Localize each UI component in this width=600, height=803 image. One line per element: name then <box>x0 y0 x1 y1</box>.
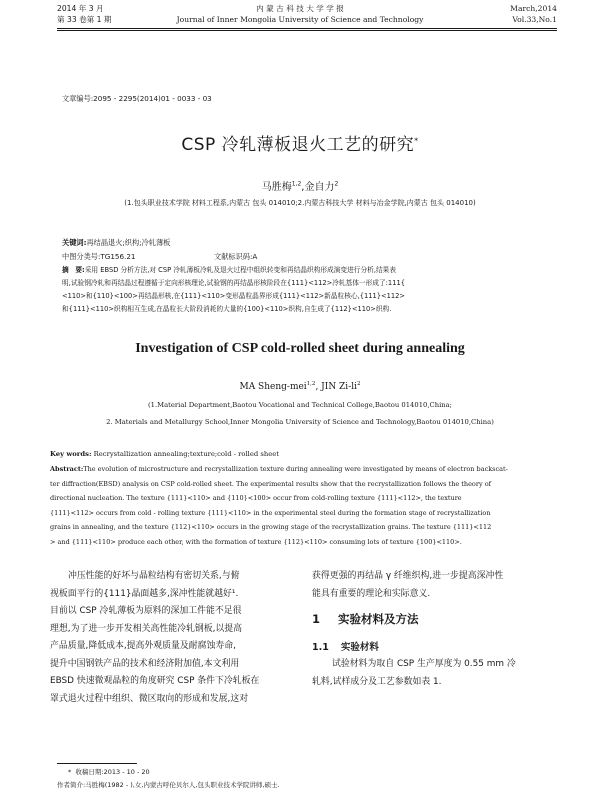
abstract-zh-line: 摘 要:采用 EBSD 分析方法,对 CSP 冷轧薄板冷轧及退火过程中组织转变和再结晶织构形成演变进行分析,结果表 <box>62 266 397 274</box>
header-rule-top <box>57 28 557 29</box>
body-line: 目前以 CSP 冷轧薄板为原料的深加工件能不足很 <box>50 606 242 616</box>
body-line: 获得更强的再结晶 γ 纤维织构,进一步提高深冲性 <box>312 571 504 581</box>
section-heading <box>312 611 419 627</box>
keywords-zh-label: 关键词: <box>62 238 87 247</box>
author-zh-1: 马胜梅 <box>261 182 292 193</box>
footnote-rule <box>57 763 137 764</box>
body-line: EBSD 快速微观晶粒的角度研究 CSP 条件下冷轧板在 <box>50 676 260 686</box>
author-en-2: , JIN Zi-li <box>315 382 357 392</box>
header-journal-en: Journal of Inner Mongolia University of Science and Technology <box>176 15 424 24</box>
abstract-en <box>50 462 554 549</box>
abstract-en-label: Abstract: <box>50 465 84 473</box>
author-en-2-affil: 2 <box>357 381 361 387</box>
author-en-1: MA Sheng-mei <box>239 382 307 392</box>
body-line: 提升中国钢铁产品的技术和经济附加值,本文利用 <box>50 658 240 669</box>
abstract-en-line: grains in annealing, and the texture {112}<110> occurs in the growing stage of the recrystallization grains. The texture {111}<112 <box>50 523 492 531</box>
affiliation-zh: (1.包头职业技术学院 材料工程系,内蒙古 包头 014010;2.内蒙古科技大学 材料与冶金学院,内蒙古 包头 014010) <box>124 199 476 207</box>
body-line: 视板面平行的{111}晶面越多,深冲性能就越好¹. <box>50 588 239 599</box>
body-right-column <box>312 568 557 603</box>
keywords-zh-text: 再结晶退火;织构;冷轧薄板 <box>86 238 171 247</box>
footnote-author: 作者简介:马胜梅(1982 - ),女,内蒙古呼伦贝尔人,包头职业技术学院讲师,硕士. <box>57 781 280 789</box>
body-line: 理想,为了进一步开发相关高性能冷轧钢板,以提高 <box>50 623 243 634</box>
footnote-received-text: 收稿日期:2013 - 10 - 20 <box>75 768 150 776</box>
subsection-heading <box>312 639 379 653</box>
header-date-en: March,2014 <box>510 4 557 13</box>
author-en-1-affil: 1,2 <box>306 381 316 387</box>
section-title: 实验材料及方法 <box>338 612 419 626</box>
section-number: 1 <box>312 612 321 626</box>
title-zh <box>0 130 600 155</box>
footnote-bullet: * <box>68 768 72 776</box>
subsection-number: 1.1 <box>312 642 329 653</box>
authors-zh <box>0 178 600 193</box>
affiliation-en-1: (1.Material Department,Baotou Vocational and Technical College,Baotou 014010,China; <box>148 401 452 409</box>
abstract-en-line: Abstract:The evolution of microstructure and recrystallization texture during annealing were investigated by means of electron backscat- <box>50 465 508 473</box>
classification-code: 中图分类号:TG156.21 <box>62 252 136 261</box>
article-number: 文章编号:2095 - 2295(2014)01 - 0033 - 03 <box>62 94 212 103</box>
abstract-zh-line: 明,试验钢冷轧和再结晶过程遵循于定向形核理论,试验钢的再结晶形核阶段在{111}<112>冷轧基体一形成了:111{ <box>62 279 405 287</box>
keywords-zh <box>62 238 170 248</box>
footnote-received <box>68 767 150 776</box>
subsection-title: 实验材料 <box>340 642 379 653</box>
abstract-zh-line: 和{111}<110>织构相互生成,在晶粒长大阶段消耗的大量的{100}<110>织构,自生成了{112}<110>织构. <box>62 305 392 313</box>
header-volume-en: Vol.33,No.1 <box>512 15 557 24</box>
body-line: 罩式退火过程中组织、微区取向的形成和发展,这对 <box>50 693 249 704</box>
body-line: 冲压性能的好坏与晶粒结构有密切关系,与俯 <box>68 571 240 581</box>
keywords-en <box>50 449 279 459</box>
header-journal-cn: 内 蒙 古 科 技 大 学 学 报 <box>256 4 344 13</box>
abstract-en-line: directional nucleation. The texture {111}<110> and {110}<100> occur from cold-rolling texture {111}<112>, the texture <box>50 494 462 502</box>
header-date-cn: 2014 年 3 月 <box>57 4 104 13</box>
title-zh-text: CSP 冷轧薄板退火工艺的研究 <box>181 135 415 155</box>
affiliation-en-2: 2. Materials and Metallurgy School,Inner Mongolia University of Science and Technology,Baotou 014010,China) <box>106 418 494 426</box>
body-line: 能具有重要的理论和实际意义. <box>312 588 431 599</box>
abstract-zh <box>62 264 540 316</box>
author-zh-sep: , <box>301 182 305 193</box>
title-zh-footnote-mark: * <box>414 136 419 146</box>
header-rule-bottom <box>57 30 557 31</box>
abstract-zh-label: 摘 要: <box>62 266 85 274</box>
abstract-en-line: > and {111}<110> produce each other, with the formation of texture {112}<110> consuming lots of texture {100}<110>. <box>50 537 462 546</box>
abstract-en-line: {111}<112> occurs from cold - rolling texture {111}<110> in the experimental steel during the formation stage of recrystallization <box>50 508 491 517</box>
authors-en <box>0 381 600 392</box>
subsection-body <box>312 656 557 691</box>
author-zh-2: 金自力 <box>304 182 335 193</box>
document-code: 文献标识码:A <box>214 252 258 261</box>
body-line: 轧料,试样成分及工艺参数如表 1. <box>312 676 442 687</box>
header-volume-cn: 第 33 卷第 1 期 <box>57 15 112 24</box>
keywords-en-label: Key words: <box>50 450 92 458</box>
keywords-en-text: Recrystallization annealing;texture;cold - rolled sheet <box>93 450 280 458</box>
title-en: Investigation of CSP cold-rolled sheet during annealing <box>135 341 465 356</box>
body-line: 试验材料为取自 CSP 生产厚度为 0.55 mm 冷 <box>332 659 516 669</box>
body-line: 产品质量,降低成本,提高外观质量及耐腐蚀寿命, <box>50 641 236 651</box>
author-zh-1-affil: 1,2 <box>291 180 302 188</box>
body-left-column <box>50 568 300 708</box>
abstract-zh-line: <110>和{110}<100>再结晶形核,在{111}<110>变形晶粒晶界形成{111}<112>新晶粒核心,{111}<112> <box>62 292 405 300</box>
abstract-en-line: ter diffraction(EBSD) analysis on CSP cold-rolled sheet. The experimental results show that the recrystallization follows the theory of <box>50 479 492 488</box>
author-zh-2-affil: 2 <box>334 180 339 188</box>
